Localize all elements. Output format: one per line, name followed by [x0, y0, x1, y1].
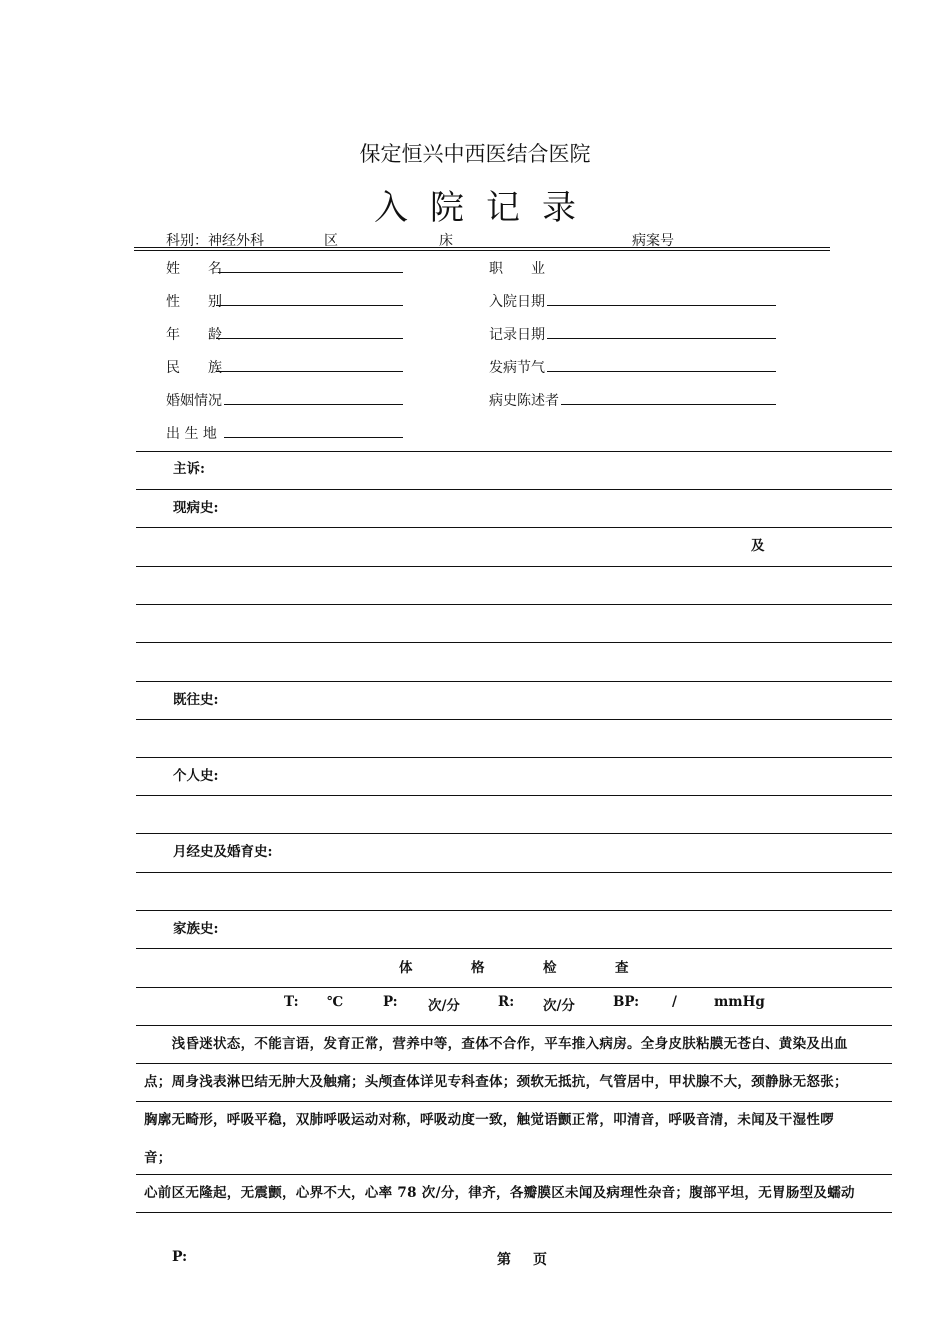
- marital-status-field[interactable]: [224, 404, 403, 405]
- document-title: 入院记录: [374, 188, 598, 228]
- informant-field[interactable]: [561, 404, 776, 405]
- rule-line: [136, 489, 892, 490]
- page-label-suffix: 页: [533, 1252, 547, 1268]
- admission-date-label: 入院日期: [489, 294, 545, 310]
- personal-history-heading: 个人史:: [173, 768, 219, 784]
- gender-label: 性 别: [166, 294, 222, 310]
- occupation-label: 职 业: [489, 261, 545, 277]
- ethnicity-field[interactable]: [216, 371, 403, 372]
- menstrual-marital-history-heading: 月经史及婚育史:: [173, 844, 273, 860]
- rule-line: [136, 910, 892, 911]
- respiration-label: R:: [498, 994, 515, 1010]
- exam-text-line: 胸廓无畸形，呼吸平稳，双肺呼吸运动对称，呼吸动度一致，触觉语颤正常，叩清音，呼吸音清，未闻及干湿性啰: [144, 1112, 834, 1128]
- hospital-name: 保定恒兴中西医结合医院: [359, 142, 591, 166]
- case-number-label: 病案号: [632, 233, 674, 249]
- pulse-unit: 次/分: [428, 998, 460, 1014]
- rule-line: [136, 872, 892, 873]
- record-date-label: 记录日期: [489, 327, 545, 343]
- page-label-prefix: 第: [497, 1252, 511, 1268]
- onset-solar-term-label: 发病节气: [489, 360, 545, 376]
- rule-line: [136, 1212, 892, 1213]
- rule-line: [136, 757, 892, 758]
- blood-pressure-label: BP:: [613, 994, 640, 1010]
- admission-date-field[interactable]: [547, 305, 776, 306]
- physical-exam-title-char: 检: [543, 960, 557, 976]
- rule-line: [136, 566, 892, 567]
- temperature-label: T:: [284, 994, 299, 1010]
- physical-exam-title-char: 体: [399, 960, 413, 976]
- header-double-line-top: [134, 247, 830, 248]
- rule-line: [136, 795, 892, 796]
- record-date-field[interactable]: [547, 338, 776, 339]
- physical-exam-title-char: 格: [471, 960, 485, 976]
- exam-text-line: 点；周身浅表淋巴结无肿大及触痛；头颅查体详见专科查体；颈软无抵抗，气管居中，甲状腺不大，颈静脉无怒张；: [144, 1074, 848, 1090]
- present-illness-heading: 现病史:: [173, 500, 219, 516]
- rule-line: [136, 1101, 892, 1102]
- footer-p-label: P:: [172, 1249, 188, 1265]
- rule-line: [136, 642, 892, 643]
- rule-line: [136, 719, 892, 720]
- pulse-label: P:: [383, 994, 398, 1010]
- present-illness-text: 及: [751, 538, 765, 554]
- exam-text-line: 心前区无隆起，无震颤，心界不大，心率 78 次/分，律齐，各瓣膜区未闻及病理性杂音；腹部平坦，无胃肠型及蠕动: [144, 1185, 855, 1201]
- exam-text-line: 音；: [144, 1150, 172, 1166]
- temperature-unit: ℃: [327, 994, 344, 1010]
- age-field[interactable]: [216, 338, 403, 339]
- rule-line: [136, 1063, 892, 1064]
- informant-label: 病史陈述者: [489, 393, 559, 409]
- rule-line: [136, 1174, 892, 1175]
- rule-line: [136, 604, 892, 605]
- rule-line: [136, 1025, 892, 1026]
- respiration-unit: 次/分: [543, 998, 575, 1014]
- physical-exam-title-char: 查: [615, 960, 629, 976]
- name-field[interactable]: [218, 272, 403, 273]
- header-double-line-bottom: [134, 250, 830, 251]
- rule-line: [136, 451, 892, 452]
- name-label: 姓 名: [166, 261, 222, 277]
- rule-line: [136, 681, 892, 682]
- rule-line: [136, 833, 892, 834]
- birthplace-field[interactable]: [224, 437, 403, 438]
- blood-pressure-unit: mmHg: [714, 994, 765, 1010]
- birthplace-label: 出 生 地: [166, 426, 217, 442]
- rule-line: [136, 948, 892, 949]
- chief-complaint-heading: 主诉:: [173, 461, 205, 477]
- blood-pressure-separator: /: [672, 994, 677, 1010]
- ward-label: 区: [324, 233, 338, 249]
- gender-field[interactable]: [216, 305, 403, 306]
- ethnicity-label: 民 族: [166, 360, 222, 376]
- rule-line: [136, 987, 892, 988]
- family-history-heading: 家族史:: [173, 921, 219, 937]
- dept-label: 科别：神经外科: [166, 233, 264, 249]
- marital-status-label: 婚姻情况: [166, 393, 222, 409]
- bed-label: 床: [439, 233, 453, 249]
- rule-line: [136, 527, 892, 528]
- age-label: 年 龄: [166, 327, 222, 343]
- exam-text-line: 浅昏迷状态，不能言语，发育正常，营养中等，查体不合作，平车推入病房。全身皮肤粘膜无苍白、黄染及出血: [144, 1036, 848, 1052]
- onset-solar-term-field[interactable]: [547, 371, 776, 372]
- past-history-heading: 既往史:: [173, 692, 219, 708]
